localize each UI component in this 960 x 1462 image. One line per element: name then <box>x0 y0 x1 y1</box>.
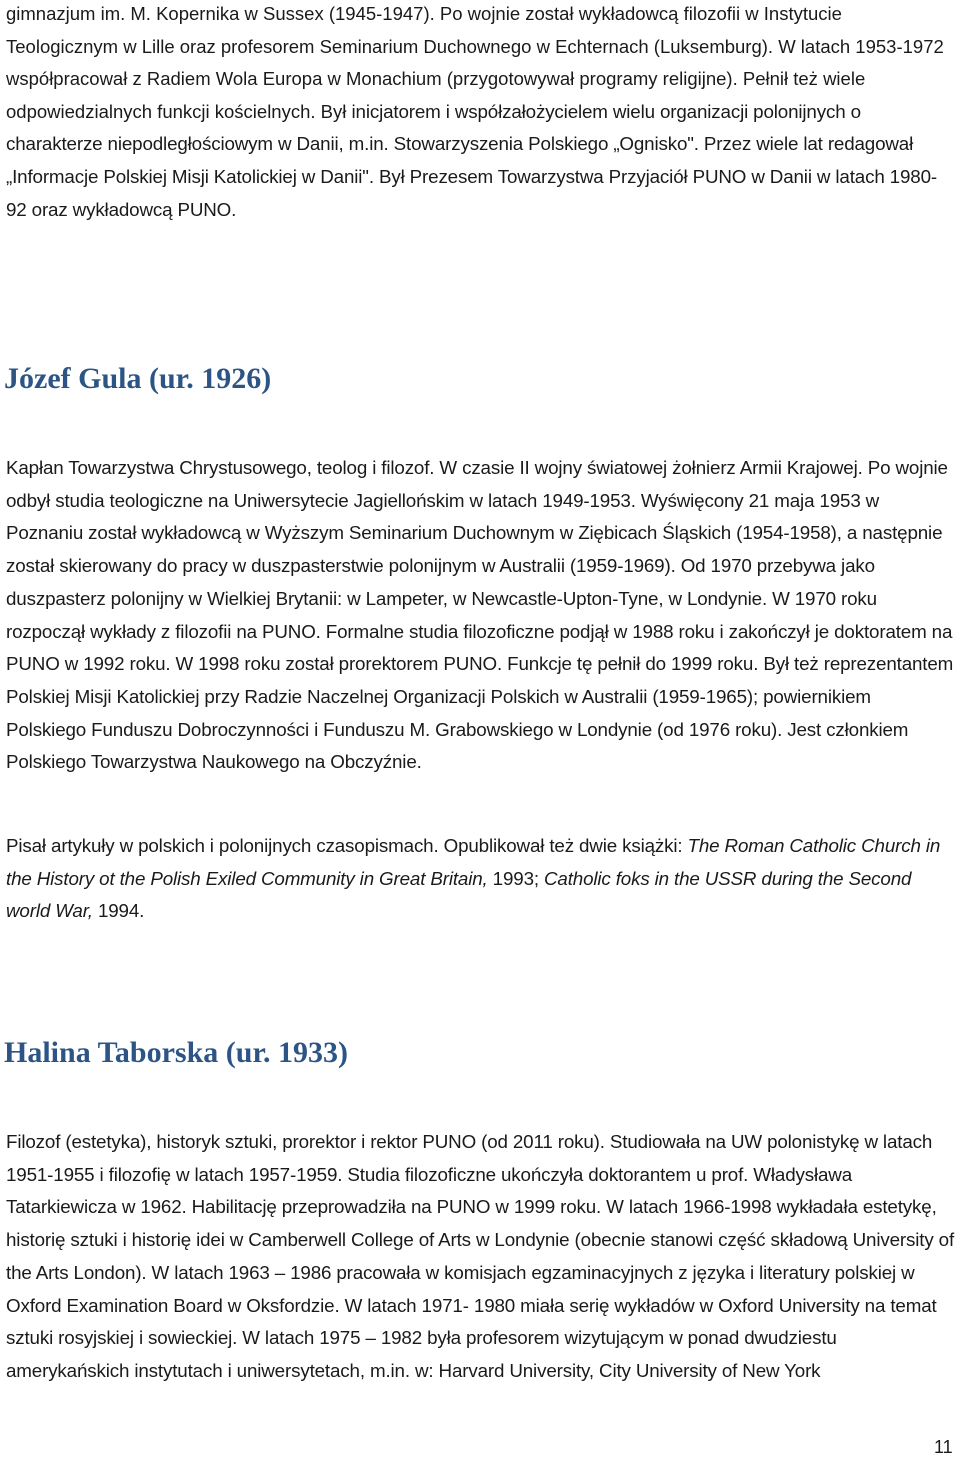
gula-book-title-1: The Roman Catholic Church in the History ot the Polish Exiled Community in Great Britain, <box>6 835 941 889</box>
gula-pubs-between: 1993; <box>487 867 544 889</box>
intro-text-part2: inicjatorem i współzałożycielem wielu organizacji polonijnych o charakterze niepodległościowym w Danii, m.in. Stowarzyszenia Polskiego „Ognisko". Przez wiele lat redagował „Informacje Polskiej Misji Katolickiej w Danii". Był Prezesem Towarzystwa Przyjaciół PUNO w Danii w latach 1980-92 oraz wykładowcą PUNO. <box>6 100 937 220</box>
gula-book-title-2: Catholic foks in the USSR during the Second world War, <box>6 867 912 922</box>
gula-publications-paragraph <box>6 830 956 928</box>
gula-pubs-lead: Pisał artykuły w polskich i polonijnych czasopismach. Opublikował też dwie książki: <box>6 835 688 856</box>
intro-paragraph <box>6 0 956 226</box>
taborska-heading: Halina Taborska (ur. 1933) <box>4 1036 348 1069</box>
intro-text-part1: gimnazjum im. M. Kopernika w Sussex (1945-1947). Po wojnie został wykładowcą filozofii w Instytucie Teologicznym w Lille oraz profesorem Seminarium Duchownego w Echternach (Luksemburg). W latach 1953-1972 współpracował z Radiem Wola Europa w Monachium (przygotowywał programy religijne). Pełnił też wiele odpowiedzialnych funkcji kościelnych. Był <box>6 3 944 122</box>
gula-heading: Józef Gula (ur. 1926) <box>4 362 272 395</box>
gula-pubs-trail: 1994. <box>92 900 145 922</box>
gula-bio-paragraph: Kapłan Towarzystwa Chrystusowego, teolog i filozof. W czasie II wojny światowej żołnierz Armii Krajowej. Po wojnie odbył studia teologiczne na Uniwersytecie Jagiellońskim w latach 1949-1953. Wyświęcony 21 maja 1953 w Poznaniu został wykładowcą w Wyższym Seminarium Duchownym w Ziębicach Śląskich (1954-1958), a następnie został skierowany do pracy w duszpasterstwie polonijnym w Australii (1959-1969). Od 1970 przebywa jako duszpasterz polonijny w Wielkiej Brytanii: w Lampeter, w Newcastle-Upton-Tyne, w Londynie. W 1970 roku rozpoczął wykłady z filozofii na PUNO. Formalne studia filozoficzne podjął w 1988 roku i zakończył je doktoratem na PUNO w 1992 roku. W 1998 roku został prorektorem PUNO. Funkcje tę pełnił do 1999 roku. Był też reprezentantem Polskiej Misji Katolickiej przy Radzie Naczelnej Organizacji Polskich w Australii (1959-1965); powiernikiem Polskiego Funduszu Dobroczynności i Funduszu M. Grabowskiego w Londynie (od 1976 roku). Jest członkiem Polskiego Towarzystwa Naukowego na Obczyźnie. <box>6 457 954 773</box>
taborska-bio-paragraph: Filozof (estetyka), historyk sztuki, prorektor i rektor PUNO (od 2011 roku). Studiowała na UW polonistykę w latach 1951-1955 i filozofię w latach 1957-1959. Studia filozoficzne ukończyła doktorantem u prof. Władysława Tatarkiewicza w 1962. Habilitację przeprowadziła na PUNO w 1999 roku. W latach 1966-1998 wykładała estetykę, historię sztuki i historię idei w Camberwell College of Arts w Londynie (obecnie stanowi część składową University of the Arts London). W latach 1963 – 1986 pracowała w komisjach egzaminacyjnych z języka i literatury polskiej w Oxford Examination Board w Oksfordzie. W latach 1971- 1980 miała serię wykładów w Oxford University na temat sztuki rosyjskiej i sowieckiej. W latach 1975 – 1982 była profesorem wizytującym w ponad dwudziestu amerykańskich instytutach i uniwersytetach, m.in. w: Harvard University, City University of New York <box>6 1131 955 1381</box>
page-number: 11 <box>934 1437 953 1457</box>
